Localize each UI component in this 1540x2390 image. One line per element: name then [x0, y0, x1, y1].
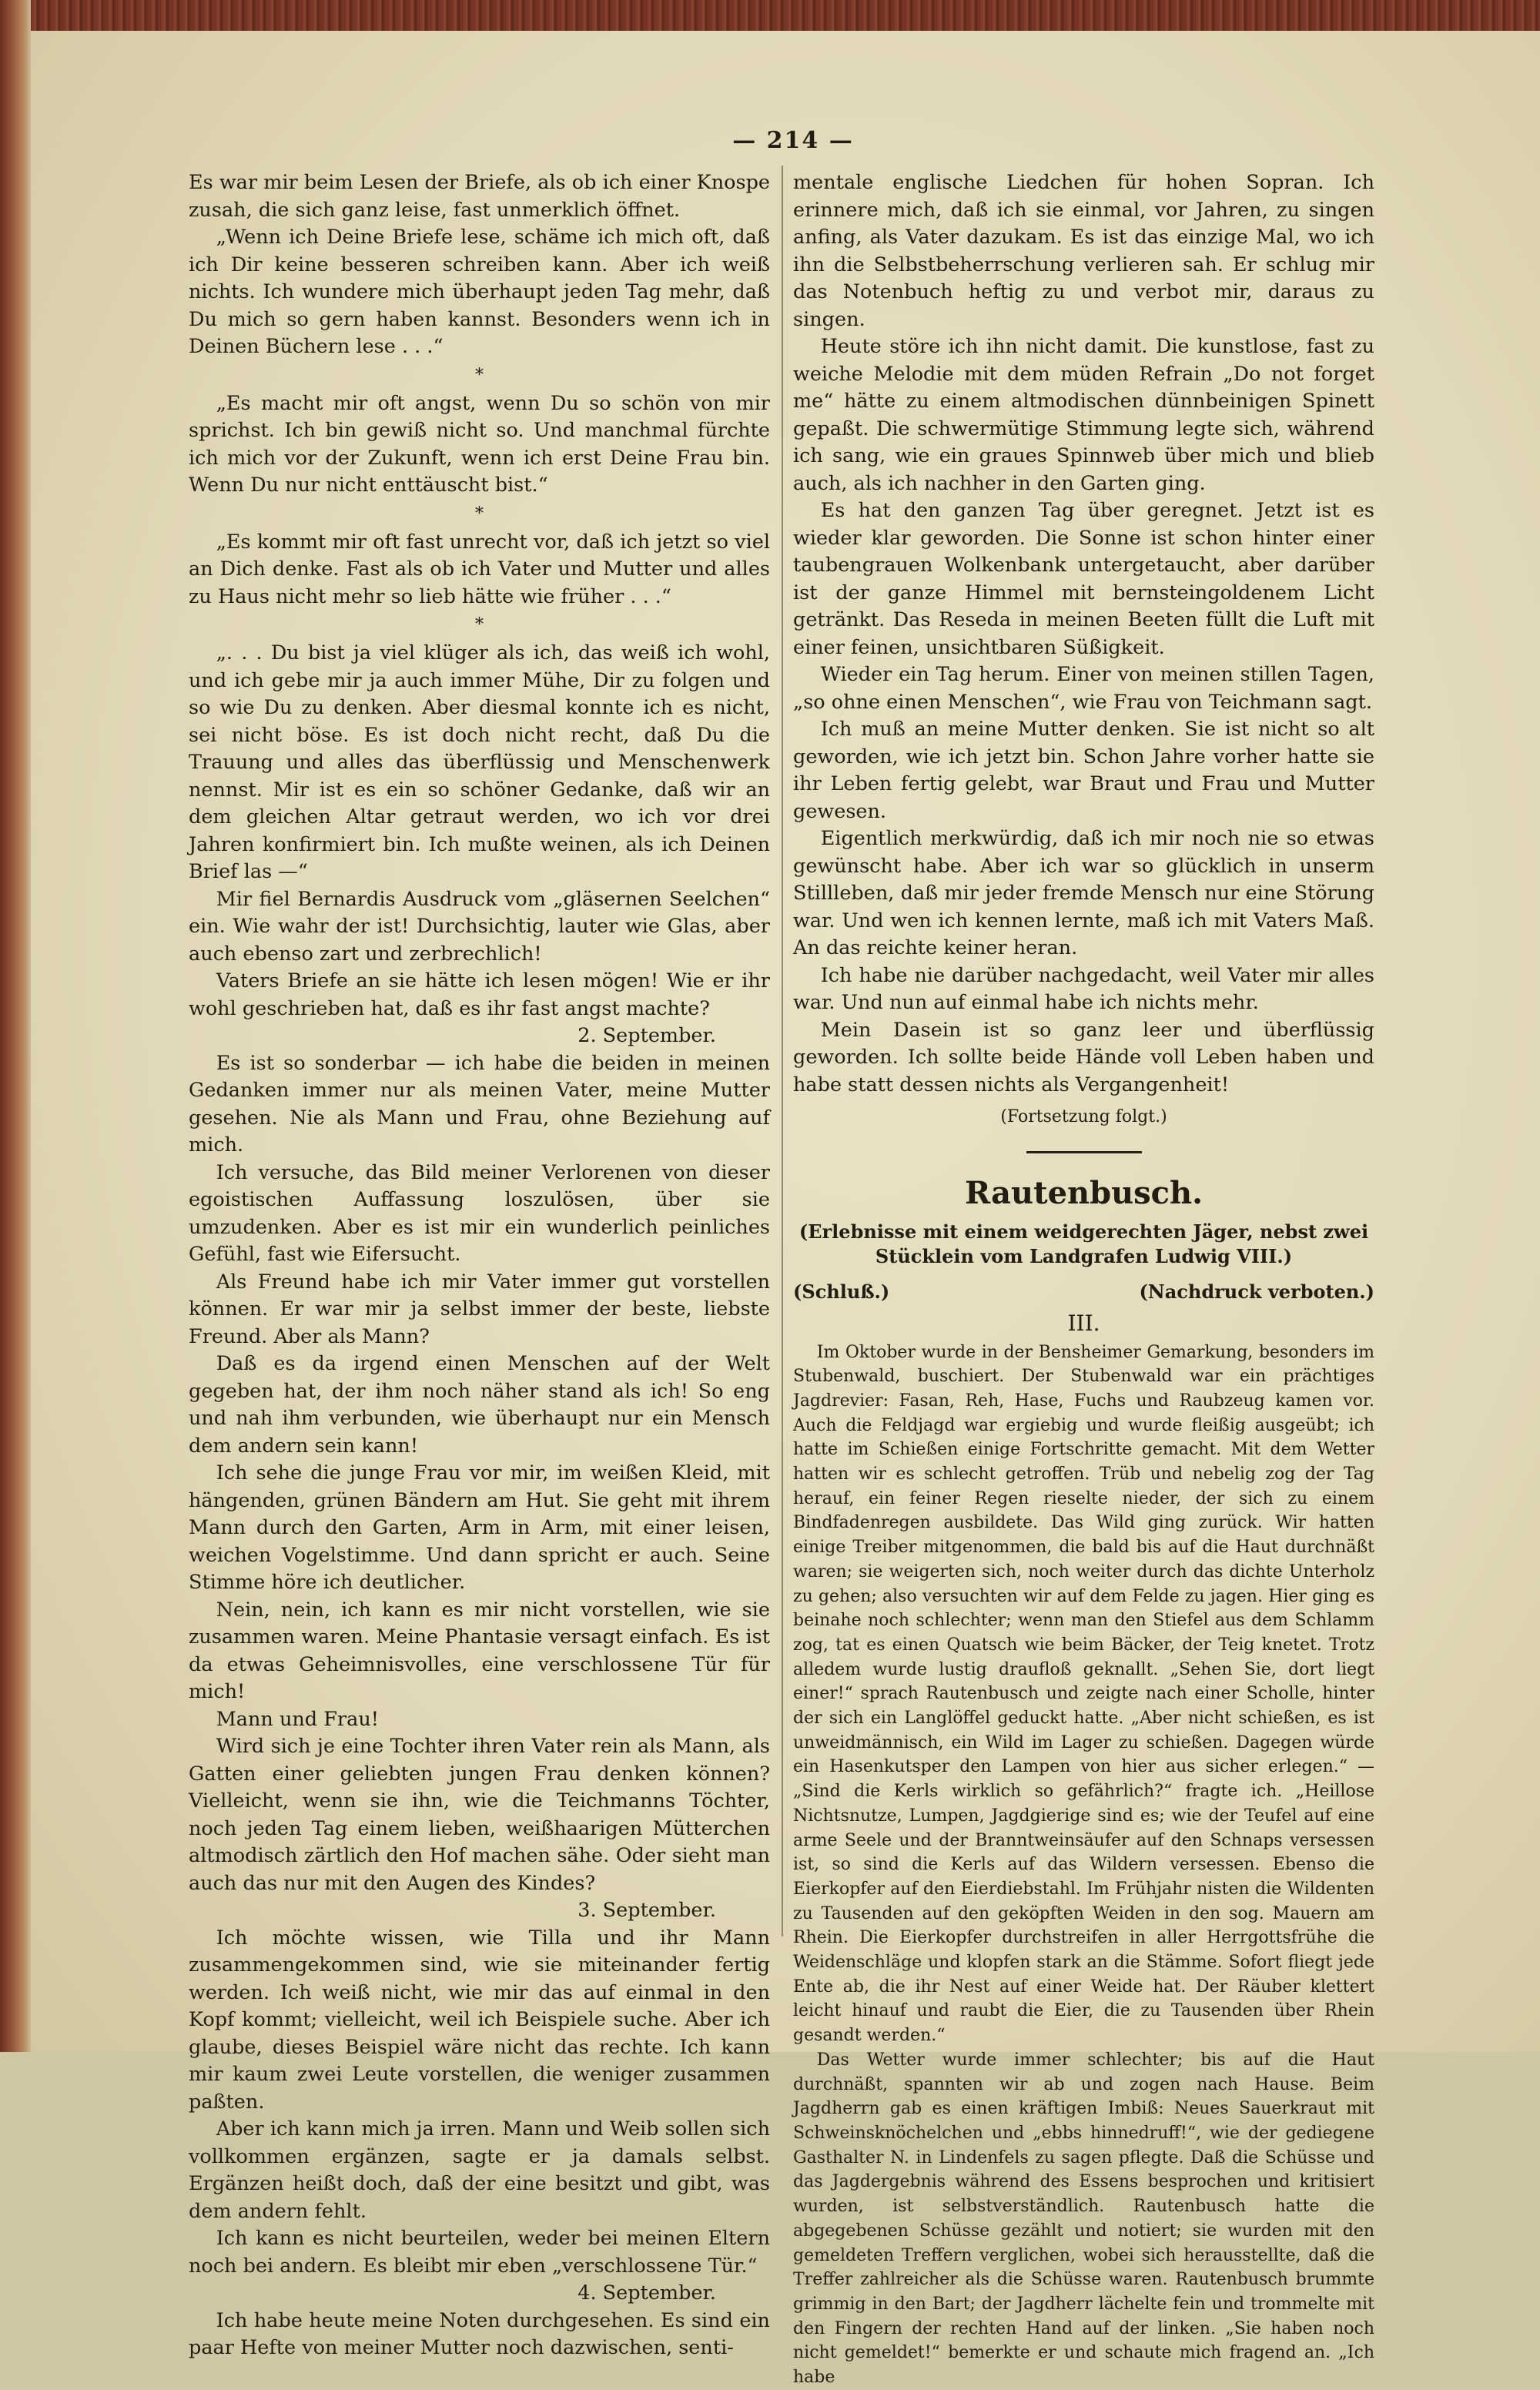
right-column	[793, 169, 1374, 2390]
continuation-note: (Fortsetzung folgt.)	[1000, 1107, 1167, 1126]
paragraph: mentale englische Liedchen für hohen Sopran. Ich erinnere mich, daß ich sie einmal, vor Jahren, zu singen anfing, als Vater dazukam. Es ist das einzige Mal, wo ich ihn die Selbstbeherrschung verlieren sah. Er schlug mir das Notenbuch heftig zu und verbot mir, daraus zu singen.	[793, 171, 1374, 331]
paragraph: Mein Dasein ist so ganz leer und überflüssig geworden. Ich sollte beide Hände voll Leben haben und habe statt dessen nichts als Vergangenheit!	[793, 1018, 1374, 1096]
diary-date: 4. September.	[578, 2281, 716, 2305]
article-meta-row	[793, 1278, 1374, 1306]
paragraph: Ich sehe die junge Frau vor mir, im weißen Kleid, mit hängenden, grünen Bändern am Hut. Sie geht mit ihrem Mann durch den Garten, Arm in Arm, mit einer leisen, weichen Vogelstimme. Und dann spricht er auch. Seine Stimme höre ich deutlicher.	[189, 1461, 770, 1594]
section-separator: *	[475, 615, 484, 634]
part-label: (Schluß.)	[793, 1280, 890, 1303]
paragraph: Wird sich je eine Tochter ihren Vater rein als Mann, als Gatten einer geliebten jungen Frau denken können? Vielleicht, wenn sie ihn, wie die Teichmanns Töchter, noch jeden Tag einem lieben, weißhaarigen Mütterchen altmodisch zärtlich den Hof machen sähe. Oder sieht man auch das nur mit den Augen des Kindes?	[189, 1735, 770, 1895]
paragraph: Mann und Frau!	[216, 1707, 379, 1731]
article-divider	[1026, 1151, 1142, 1153]
paragraph: „Es macht mir oft angst, wenn Du so schön von mir sprichst. Ich bin gewiß nicht so. Und manchmal fürchte ich mich vor der Zukunft, wenn ich erst Deine Frau bin. Wenn Du nur nicht enttäuscht bist.“	[189, 391, 770, 497]
copyright-note: (Nachdruck verboten.)	[1139, 1280, 1374, 1303]
left-column	[189, 169, 770, 2362]
paragraph: Aber ich kann mich ja irren. Mann und Weib sollen sich vollkommen ergänzen, sagte er ja damals selbst. Ergänzen heißt doch, daß der eine besitzt und gibt, was dem andern fehlt.	[189, 2117, 770, 2223]
paragraph: Heute störe ich ihn nicht damit. Die kunstlose, fast zu weiche Melodie mit dem müden Refrain „Do not forget me“ hätte zu einem altmodischen dünnbeinigen Spinett gepaßt. Die schwermütige Stimmung legte sich, während ich sang, wie ein graues Spinnweb über mich und blieb auch, als ich nachher in den Garten ging.	[793, 335, 1374, 495]
book-top-edge	[31, 0, 1540, 31]
page-number: — 214 —	[732, 127, 854, 154]
diary-date: 3. September.	[578, 1899, 716, 1922]
paragraph: Es ist so sonderbar — ich habe die beiden in meinen Gedanken immer nur als meinen Vater, meine Mutter gesehen. Nie als Mann und Frau, ohne Beziehung auf mich.	[189, 1051, 770, 1157]
column-divider	[782, 166, 783, 1936]
paragraph: Es war mir beim Lesen der Briefe, als ob ich einer Knospe zusah, die sich ganz leise, fast unmerklich öffnet.	[189, 171, 770, 222]
paragraph: Eigentlich merkwürdig, daß ich mir noch nie so etwas gewünscht habe. Aber ich war so glücklich in unserm Stillleben, daß mir jeder fremde Mensch nur eine Störung war. Und wen ich kennen lernte, maß ich mit Vaters Maß. An das reichte keiner heran.	[793, 827, 1374, 959]
paragraph: Ich möchte wissen, wie Tilla und ihr Mann zusammengekommen sind, wie sie miteinander fertig werden. Ich weiß nicht, wie mir das auf einmal in den Kopf kommt; vielleicht, weil ich Beispiele suche. Aber ich glaube, dieses Beispiel wäre nicht das rechte. Ich kann mir kaum zwei Leute vorstellen, die weniger zusammen paßten.	[189, 1926, 770, 2114]
paragraph: Im Oktober wurde in der Bensheimer Gemarkung, besonders im Stubenwald, buschiert. Der Stubenwald war ein prächtiges Jagdrevier: Fasan, Reh, Hase, Fuchs und Raubzeug kamen vor. Auch die Feldjagd war ergiebig und wurde fleißig ausgeübt; ich hatte im Schießen einige Fortschritte gemacht. Mit dem Wetter hatten wir es schlecht getroffen. Trüb und nebelig zog der Tag herauf, ein feiner Regen rieselte nieder, der sich zu einem Bindfadenregen ausbildete. Das Wild ging zurück. Wir hatten einige Treiber mitgenommen, die bald bis auf die Haut durchnäßt waren; sie weigerten sich, noch weiter durch das dichte Unterholz zu gehen; also versuchten wir auf dem Felde zu jagen. Hier ging es beinahe noch schlechter; wenn man den Stiefel aus dem Schlamm zog, tat es einen Quatsch wie beim Bäcker, der Teig knetet. Trotz alledem wurde lustig draufloß geknallt. „Sehen Sie, dort liegt einer!“ sprach Rautenbusch und zeigte nach einer Scholle, hinter der sich ein Langlöffel geduckt hatte. „Aber nicht schießen, es ist unweidmännisch, ein Wild im Lager zu schießen. Dagegen würde ein Hasenkutsper den Lampen von hier aus sicher erlegen.“ — „Sind die Kerls wirklich so gefährlich?“ fragte ich. „Heillose Nichtsnutze, Lumpen, Jagdgierige sind es; wie der Teufel auf eine arme Seele und der Branntweinsäufer auf den Schnaps versessen ist, so sind die Kerls auf das Wildern versessen. Ebenso die Eierkopfer auf den Eierdiebstahl. Im Frühjahr nisten die Wildenten zu Tausenden auf den geköpften Weiden in den sog. Mauern am Rhein. Die Eierkopfer durchstreifen in aller Herrgottsfrühe die Weidenschläge und klopfen stark an die Stämme. Sofort fliegt jede Ente ab, die ihr Nest auf einer Weide hat. Der Räuber klettert leicht hinauf und raubt die Eier, die zu Tausenden über Rhein gesandt werden.“	[793, 1342, 1374, 2046]
article-title: Rautenbusch.	[964, 1174, 1204, 1211]
paragraph: „. . . Du bist ja viel klüger als ich, das weiß ich wohl, und ich gebe mir ja auch immer Mühe, Dir zu folgen und so wie Du zu denken. Aber diesmal konnte ich es nicht, sei nicht böse. Es ist doch nicht recht, daß Du die Trauung und alles das überflüssig und Menschenwerk nennst. Mir ist es ein so schöner Gedanke, daß wir an dem gleichen Altar getraut werden, wo ich vor drei Jahren konfirmiert bin. Ich mußte weinen, als ich Deinen Brief las —“	[189, 641, 770, 883]
chapter-number: III.	[1067, 1310, 1100, 1336]
paragraph: Ich habe nie darüber nachgedacht, weil Vater mir alles war. Und nun auf einmal habe ich nichts mehr.	[793, 963, 1374, 1014]
paragraph: Ich habe heute meine Noten durchgesehen. Es sind ein paar Hefte von meiner Mutter noch dazwischen, senti-	[189, 2308, 770, 2359]
paragraph: Als Freund habe ich mir Vater immer gut vorstellen können. Er war mir ja selbst immer der beste, liebste Freund. Aber als Mann?	[189, 1270, 770, 1348]
paragraph: Ich kann es nicht beurteilen, weder bei meinen Eltern noch bei andern. Es bleibt mir eben „verschlossene Tür.“	[189, 2227, 770, 2278]
section-separator: *	[475, 365, 484, 385]
book-binding-edge	[0, 0, 31, 2052]
paragraph: Nein, nein, ich kann es mir nicht vorstellen, wie sie zusammen waren. Meine Phantasie versagt einfach. Es ist da etwas Geheimnisvolles, eine verschlossene Tür für mich!	[189, 1598, 770, 1703]
paragraph: Mir fiel Bernardis Ausdruck vom „gläsernen Seelchen“ ein. Wie wahr der ist! Durchsichtig, lauter wie Glas, aber auch ebenso zart und zerbrechlich!	[189, 887, 770, 966]
paragraph: Wieder ein Tag herum. Einer von meinen stillen Tagen, „so ohne einen Menschen“, wie Frau von Teichmann sagt.	[793, 663, 1374, 714]
paragraph: „Es kommt mir oft fast unrecht vor, daß ich jetzt so viel an Dich denke. Fast als ob ich Vater und Mutter und alles zu Haus nicht mehr so lieb hätte wie früher . . .“	[189, 530, 770, 608]
paragraph: Es hat den ganzen Tag über geregnet. Jetzt ist es wieder klar geworden. Die Sonne ist schon hinter einer taubengrauen Wolkenbank untergetaucht, aber darüber ist der ganze Himmel mit bernsteingoldenem Licht getränkt. Das Reseda in meinen Beeten füllt die Luft mit einer feinen, unsichtbaren Süßigkeit.	[793, 499, 1374, 659]
paragraph: Ich versuche, das Bild meiner Verlorenen von dieser egoistischen Auffassung loszulösen, über sie umzudenken. Aber es ist mir ein wunderlich peinliches Gefühl, fast wie Eifersucht.	[189, 1160, 770, 1266]
paragraph: Vaters Briefe an sie hätte ich lesen mögen! Wie er ihr wohl geschrieben hat, daß es ihr fast angst machte?	[189, 969, 770, 1020]
paragraph: Ich muß an meine Mutter denken. Sie ist nicht so alt geworden, wie ich jetzt bin. Schon Jahre vorher hatte sie ihr Leben fertig gelebt, war Braut und Frau und Mutter gewesen.	[793, 718, 1374, 823]
paragraph: Daß es da irgend einen Menschen auf der Welt gegeben hat, der ihm noch näher stand als ich! So eng und nah ihm verbunden, wie überhaupt nur ein Mensch dem andern sein kann!	[189, 1352, 770, 1458]
section-separator: *	[475, 504, 484, 524]
paragraph: „Wenn ich Deine Briefe lese, schäme ich mich oft, daß ich Dir keine besseren schreiben kann. Aber ich weiß nichts. Ich wundere mich überhaupt jeden Tag mehr, daß Du mich so gern haben kannst. Besonders wenn ich in Deinen Büchern lese . . .“	[189, 226, 770, 358]
paragraph: Das Wetter wurde immer schlechter; bis auf die Haut durchnäßt, spannten wir ab und zogen nach Hause. Beim Jagdherrn gab es einen kräftigen Imbiß: Neues Sauerkraut mit Schweinsknöchelchen und „ebbs hinnedruff!“, wie der gediegene Gasthalter N. in Lindenfels zu sagen pflegte. Daß die Schüsse und das Jagdergebnis während des Essens besprochen und kritisiert wurden, ist selbstverständlich. Rautenbusch hatte die abgegebenen Schüsse gezählt und notiert; sie wurden mit den gemeldeten Treffern verglichen, wobei sich herausstellte, daß die Treffer zahlreicher als die Schüsse waren. Rautenbusch brummte grimmig in den Bart; der Jagdherr lächelte fein und trommelte mit den Fingern der rechten Hand auf der linken. „Sie haben noch nicht gemeldet!“ bemerkte er und schaute mich fragend an. „Ich habe	[793, 2050, 1374, 2388]
diary-date: 2. September.	[578, 1024, 716, 1047]
article-subtitle: (Erlebnisse mit einem weidgerechten Jäger, nebst zwei Stücklein vom Landgrafen Ludwig VIII.)	[798, 1220, 1369, 1267]
